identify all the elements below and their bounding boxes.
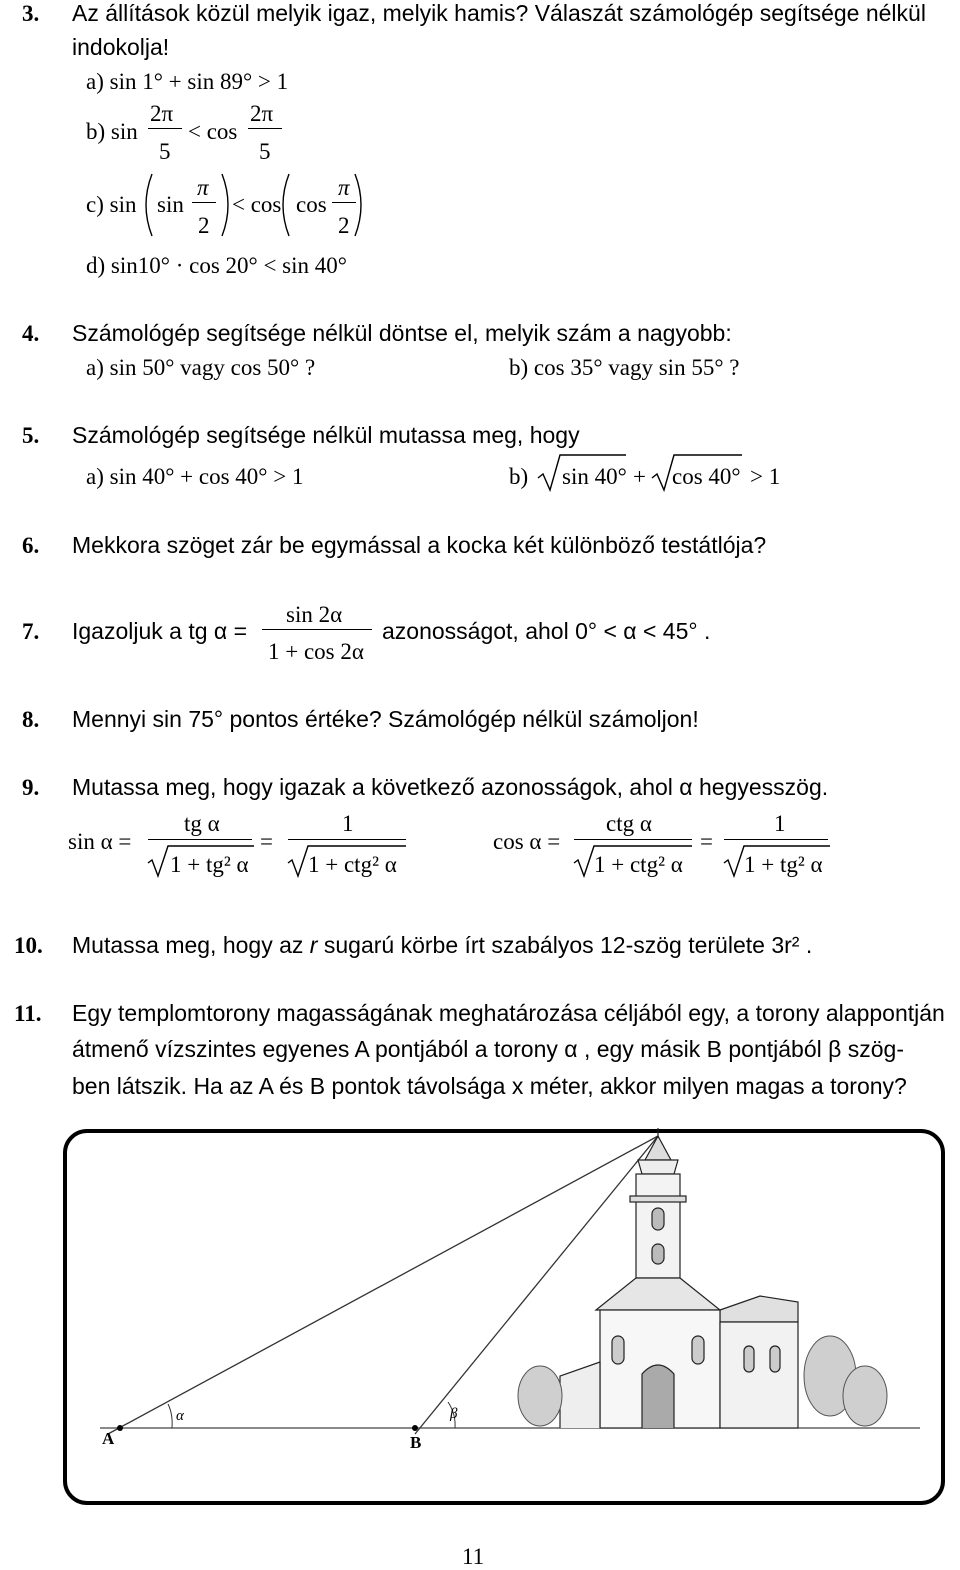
problem-4b: b) cos 35° vagy sin 55° ? [509, 355, 740, 380]
problem-8-text: Mennyi sin 75° pontos értéke? Számológép nélkül számoljon! [72, 706, 699, 732]
point-b-label: B [410, 1433, 422, 1452]
church-tower-figure [60, 1126, 950, 1512]
problem-3-text-line1: Az állítások közül melyik igaz, melyik hamis? Válaszát számológép segítsége nélkül [72, 0, 926, 26]
point-b-dot [412, 1425, 418, 1431]
sin-lhs: sin α = [68, 829, 132, 854]
fraction-bar [192, 202, 216, 203]
fraction-numerator: sin 2α [286, 602, 343, 627]
problem-3b-label: b) sin [86, 119, 138, 144]
problem-6-number: 6. [22, 533, 40, 558]
problem-3c-middle: < cos [232, 192, 282, 217]
fraction-bar [574, 839, 692, 840]
fraction-numerator: 1 [774, 811, 786, 836]
problem-5a: a) sin 40° + cos 40° > 1 [86, 464, 304, 489]
problem-10-pre: Mutassa meg, hogy az [72, 932, 304, 958]
point-a-label: A [102, 1429, 115, 1448]
problem-11-line3: ben látszik. Ha az A és B pontok távolsága x méter, akkor milyen magas a torony? [72, 1073, 907, 1099]
fraction-bar [248, 128, 282, 129]
problem-3c-inner-cos: cos [296, 192, 327, 217]
church-drawing [560, 1128, 798, 1428]
fraction-denominator: 2 [198, 213, 210, 238]
problem-6-text: Mekkora szöget zár be egymással a kocka két különböző testátlója? [72, 532, 767, 558]
problem-4-number: 4. [22, 321, 40, 346]
problem-4a: a) sin 50° vagy cos 50° ? [86, 355, 316, 380]
angle-arc-a [168, 1404, 172, 1428]
problem-3d: d) sin10° · cos 20° < sin 40° [86, 253, 347, 278]
problem-7-number: 7. [22, 619, 40, 644]
fraction-numerator: ctg α [606, 811, 652, 836]
problem-11-line1: Egy templomtorony magasságának meghatározása céljából egy, a torony alappontján [72, 1000, 945, 1026]
problem-3c-inner-sin: sin [157, 192, 184, 217]
problem-11-line2: átmenő vízszintes egyenes A pontjából a torony α , egy másik B pontjából β szög- [72, 1036, 904, 1062]
angle-alpha-label: α [176, 1408, 184, 1424]
equals-sign: = [260, 829, 273, 854]
radicand: 1 + ctg² α [594, 852, 683, 877]
problem-9-number: 9. [22, 775, 40, 800]
fraction-bar [288, 839, 406, 840]
fraction-bar [148, 128, 182, 129]
fraction-numerator: 2π [250, 101, 274, 126]
radicand: cos 40° [672, 464, 741, 489]
problem-5-text: Számológép segítsége nélkül mutassa meg, hogy [72, 422, 580, 448]
radicand: 1 + tg² α [170, 852, 249, 877]
radicand: 1 + ctg² α [308, 852, 397, 877]
problem-9-text: Mutassa meg, hogy igazak a következő azonosságok, ahol α hegyesszög. [72, 774, 829, 800]
greater-than: > 1 [750, 464, 781, 489]
problem-7-pre: Igazoljuk a tg α = [72, 618, 248, 644]
equals-sign: = [700, 829, 713, 854]
fraction-bar [262, 629, 372, 630]
angle-beta-label: β [450, 1406, 458, 1422]
plus-sign: + [633, 464, 646, 489]
radicand: sin 40° [562, 464, 627, 489]
problem-5b-label: b) [509, 464, 529, 489]
fraction-bar [724, 839, 828, 840]
fraction-denominator: 5 [159, 139, 171, 164]
fraction-numerator: 2π [150, 101, 174, 126]
fraction-denominator: 1 + cos 2α [268, 639, 364, 664]
problem-4-text: Számológép segítsége nélkül döntse el, melyik szám a nagyobb: [72, 320, 732, 346]
problem-10-number: 10. [14, 933, 43, 958]
point-a-dot [117, 1425, 123, 1431]
problem-3b-middle: < cos [188, 119, 238, 144]
variable-r: r [309, 932, 318, 958]
fraction-denominator: 2 [338, 213, 350, 238]
fraction-bar [332, 202, 356, 203]
fraction-denominator: 5 [259, 139, 271, 164]
radicand: 1 + tg² α [744, 852, 823, 877]
cos-lhs: cos α = [493, 829, 561, 854]
fraction-bar [148, 839, 252, 840]
problem-11-number: 11. [14, 1001, 42, 1026]
page-number: 11 [462, 1544, 485, 1569]
problem-10-text [72, 934, 812, 957]
fraction-numerator: tg α [184, 811, 220, 836]
fraction-numerator: π [338, 175, 350, 200]
problem-8-number: 8. [22, 707, 40, 732]
fraction-numerator: 1 [342, 811, 354, 836]
problem-3c-label: c) sin [86, 192, 137, 217]
problem-3-text-line2: indokolja! [72, 34, 170, 60]
problem-5-number: 5. [22, 423, 40, 448]
problem-3-number: 3. [22, 1, 40, 26]
problem-7-post: azonosságot, ahol 0° < α < 45° . [382, 618, 711, 644]
fraction-numerator: π [197, 175, 209, 200]
problem-3a: a) sin 1° + sin 89° > 1 [86, 69, 289, 94]
figure-frame [65, 1131, 943, 1503]
problem-10-post: sugarú körbe írt szabályos 12-szög területe 3r² . [323, 932, 813, 958]
